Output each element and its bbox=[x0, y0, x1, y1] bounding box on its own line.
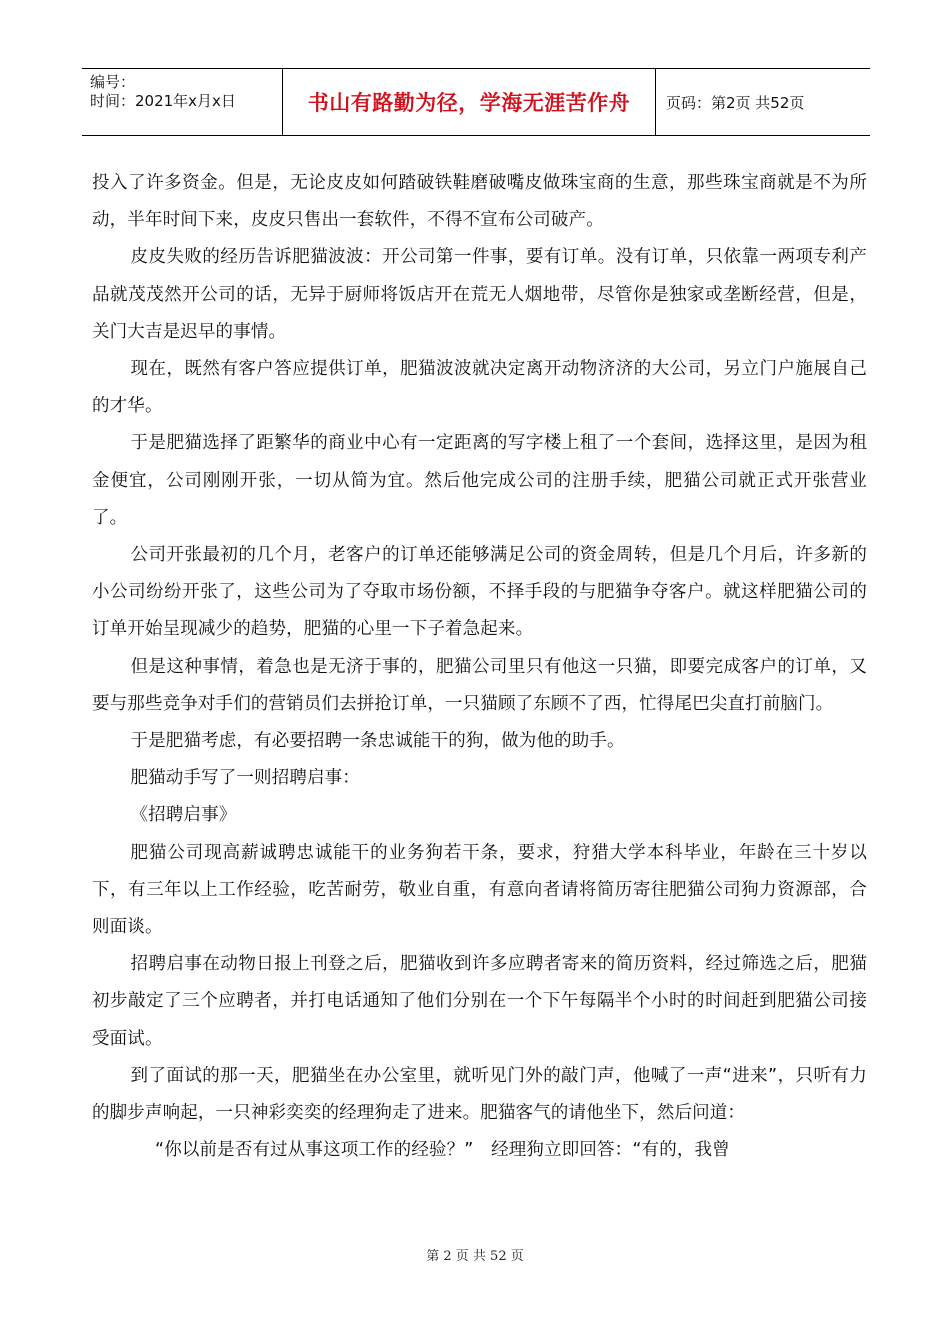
notice-title: 《招聘启事》 bbox=[130, 805, 237, 826]
paragraph: 公司开张最初的几个月，老客户的订单还能够满足公司的资金周转，但是几个月后，许多新的小公司纷纷开张了，这些公司为了夺取市场份额，不择手段的与肥猫争夺客户。就这样肥猫公司的订单开始呈现减少的趋势，肥猫的心里一下子着急起来。 bbox=[92, 545, 867, 640]
paragraph: 皮皮失败的经历告诉肥猫波波：开公司第一件事，要有订单。没有订单，只依靠一两项专利产品就茂茂然开公司的话，无异于厨师将饭店开在荒无人烟地带，尽管你是独家或垄断经营，但是，关门大吉是迟早的事情。 bbox=[92, 247, 867, 342]
paragraph: 于是肥猫考虑，有必要招聘一条忠诚能干的狗，做为他的助手。 bbox=[130, 731, 625, 752]
document-body bbox=[92, 165, 867, 1169]
paragraph: 招聘启事在动物日报上刊登之后，肥猫收到许多应聘者寄来的简历资料，经过筛选之后，肥猫初步敲定了三个应聘者，并打电话通知了他们分别在一个下午每隔半个小时的时间赶到肥猫公司接受面试。 bbox=[92, 954, 867, 1049]
document-time: 时间：2021年x月x日 bbox=[90, 92, 236, 110]
paragraph: 到了面试的那一天，肥猫坐在办公室里，就听见门外的敲门声，他喊了一声“进来”，只听有力的脚步声响起，一只神彩奕奕的经理狗走了进来。肥猫客气的请他坐下，然后问道： bbox=[92, 1065, 867, 1124]
paragraph: 于是肥猫选择了距繁华的商业中心有一定距离的写字楼上租了一个套间，选择这里，是因为租金便宜，公司刚刚开张，一切从简为宜。然后他完成公司的注册手续，肥猫公司就正式开张营业了。 bbox=[92, 433, 867, 528]
header-page-info: 页码：第2页 共52页 bbox=[666, 93, 805, 112]
paragraph: 现在，既然有客户答应提供订单，肥猫波波就决定离开动物济济的大公司，另立门户施展自己的才华。 bbox=[92, 359, 867, 417]
header-motto: 书山有路勤为径，学海无涯苦作舟 bbox=[307, 91, 631, 115]
paragraph: 但是这种事情，着急也是无济于事的，肥猫公司里只有他这一只猫，即要完成客户的订单，又要与那些竞争对手们的营销员们去拼抢订单，一只猫顾了东顾不了西，忙得尾巴尖直打前脑门。 bbox=[92, 656, 867, 714]
document-number: 编号： bbox=[90, 73, 136, 91]
paragraph: 投入了许多资金。但是，无论皮皮如何踏破铁鞋磨破嘴皮做珠宝商的生意，那些珠宝商就是不为所动，半年时间下来，皮皮只售出一套软件，不得不宣布公司破产。 bbox=[92, 173, 867, 231]
paragraph: 肥猫公司现高薪诚聘忠诚能干的业务狗若干条，要求，狩猎大学本科毕业，年龄在三十岁以下，有三年以上工作经验，吃苦耐劳，敬业自重，有意向者请将简历寄往肥猫公司狗力资源部，合则面谈。 bbox=[92, 842, 867, 938]
paragraph: 肥猫动手写了一则招聘启事： bbox=[130, 768, 360, 789]
header-motto-cell bbox=[282, 69, 656, 135]
page-header bbox=[82, 68, 870, 136]
header-meta bbox=[82, 69, 282, 135]
paragraph: “你以前是否有过从事这项工作的经验？” 经理狗立即回答：“有的，我曾 bbox=[155, 1140, 730, 1161]
page-footer: 第 2 页 共 52 页 bbox=[426, 1249, 524, 1264]
